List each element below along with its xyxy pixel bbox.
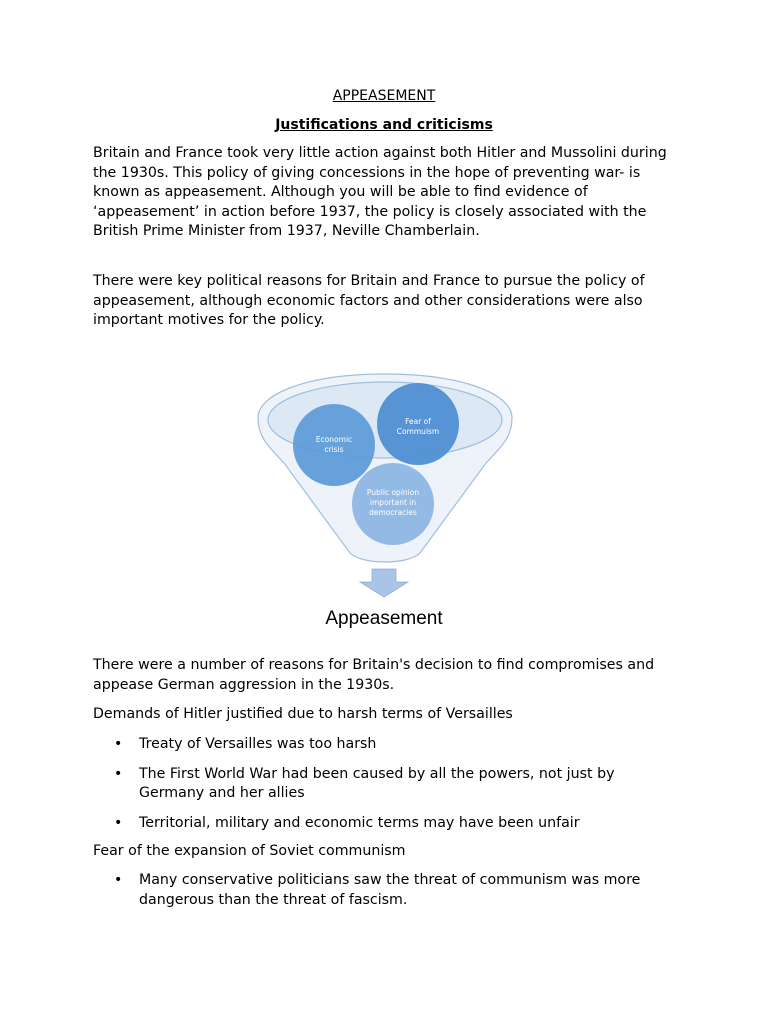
list-item [93,735,683,755]
bullet-icon: • [114,765,123,782]
list-item-text: The First World War had been caused by all the powers, not just by Germany and her allies [139,765,615,802]
fear-of-communism-label: Fear of Commuism [396,417,440,436]
versailles-heading: Demands of Hitler justified due to harsh terms of Versailles [93,706,513,722]
bullet-icon: • [114,736,123,752]
compromise-paragraph: There were a number of reasons for Britain's decision to find compromises and appease German aggression in the 1930s. [93,657,655,693]
list-item [93,814,683,834]
list-item [93,765,683,804]
reasons-paragraph: There were key political reasons for Britain and France to pursue the policy of appeasement, although economic factors and other considerations were also important motives for the policy. [93,273,645,329]
appeasement-funnel-diagram [250,368,520,633]
down-arrow-icon [360,569,408,597]
communism-bullet-list [93,871,683,910]
intro-paragraph: Britain and France took very little action against both Hitler and Mussolini during the 1930s. This policy of giving concessions in the hope of preventing war- is known as appeasement. Although you will be able to find evidence of ‘appeasement’ in action before 1937, the policy is closely associated with the British Prime Minister from 1937, Neville Chamberlain. [93,145,667,240]
bullet-icon: • [114,814,123,831]
communism-heading: Fear of the expansion of Soviet communism [93,843,406,859]
list-item-text: Many conservative politicians saw the threat of communism was more dangerous than the threat of fascism. [139,872,641,908]
bullet-icon: • [114,872,123,888]
list-item [93,871,683,910]
document-title: APPEASEMENT [332,88,436,104]
document-subtitle: Justifications and criticisms [275,117,493,133]
public-opinion-label: Public opinion important in democracies [366,488,420,517]
versailles-bullet-list [93,735,683,833]
list-item-text: Treaty of Versailles was too harsh [139,736,377,752]
economic-crisis-label: Economic crisis [315,435,353,454]
list-item-text: Territorial, military and economic terms may have been unfair [139,814,580,831]
appeasement-result-label: Appeasement [325,608,443,629]
